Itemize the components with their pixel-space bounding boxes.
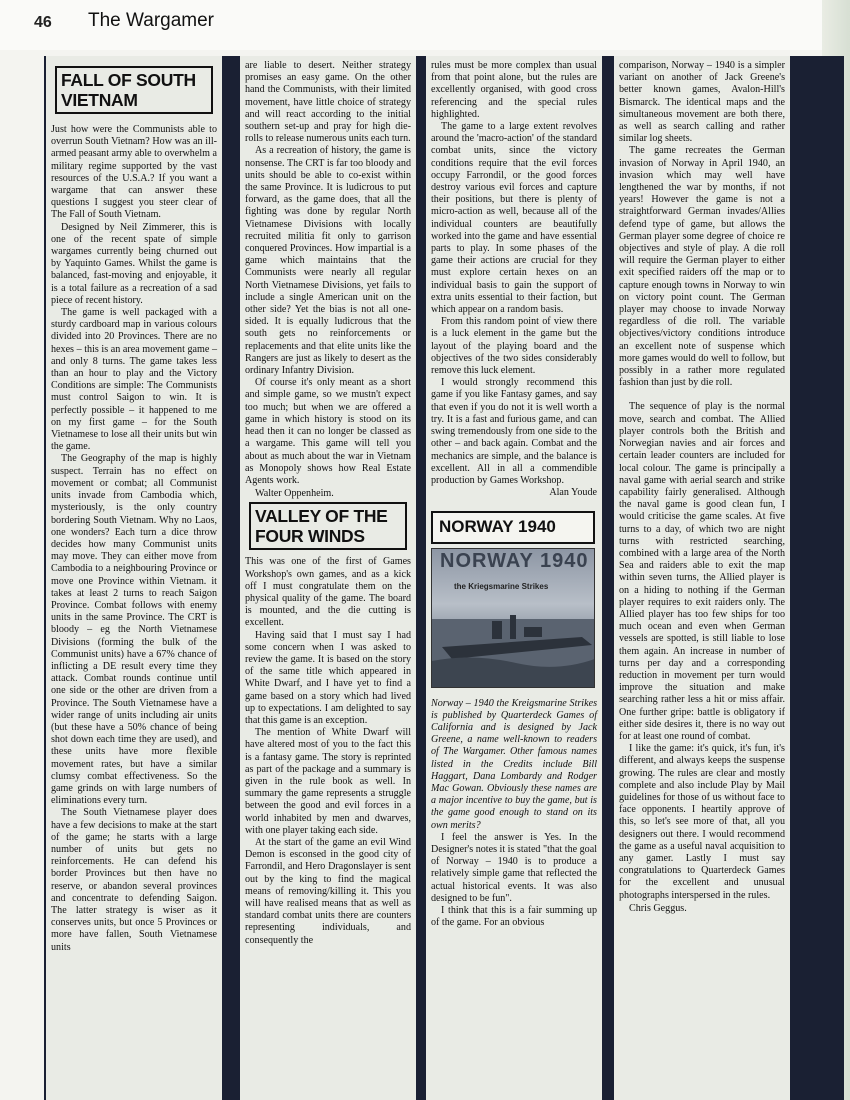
fall-of-south-vietnam-title: FALL OF SOUTH VIETNAM bbox=[55, 66, 213, 114]
section-gap bbox=[619, 389, 785, 401]
paragraph: As a recreation of history, the game is nonsense. The CRT is far too bloody and units should be able to co-exist within the same Province. It is ludicrous to put forward, as the game does, that all the fighting was done by regular North Vietnamese Divisions with locally recruited militia fit only to garrison conquered Provinces. How impartial is a game which maintains that the Communists were nearly all regular North Vietnamese Divisions, yet fails to include a single American unit on the other side? Yet the bias is not all one-sided. It is equally ludicrous that the south gets no reinforcements or replacements and that elite units like the Rangers are just as likely to desert as the ordinary Infantry Division. bbox=[245, 145, 411, 377]
paragraph: At the start of the game an evil Wind Demon is esconsed in the good city of Farrondil, and Hero Dragonslayer is sent out by the king to find the magical means of removing/killing it. This you will have realised means that as well as standard combat units there are counters representing individuals, and consequently the bbox=[245, 836, 411, 946]
paragraph: Having said that I must say I had some concern when I was asked to review the game. It is based on the story of the same title which appeared in White Dwarf, and I have yet to find a game based on a story which had lived up to expectations. I am delighted to say that this game is an exception. bbox=[245, 629, 411, 726]
paragraph: rules must be more complex than usual from that point alone, but the rules are excellently organised, with good cross referencing and the special rules highlighted. bbox=[431, 60, 597, 120]
paragraph: Of course it's only meant as a short and simple game, so we mustn't expect too much; but when we are offered a game in which history is stood on its head then it can no longer be classed as a wargame. This game will tell you about as much about the war in Vietnam as Monopoly shows how Real Estate Agents work. bbox=[245, 377, 411, 486]
paragraph: I would strongly recommend this game if you like Fantasy games, and say that even if you do not it is well worth a try. It is a fast and furious game, and can swing tremendously from one side to the other – and back again. Combat and the mechanics are simple, and the balance is excellent. All in all a commendible production by Games Workshop. bbox=[431, 377, 597, 486]
page-number: 46 bbox=[34, 14, 52, 31]
paragraph: This was one of the first of Games Workshop's own games, and as a kick off I must congratulate them on the physical quality of the game. The board is mounted, and the die cutting is excellent. bbox=[245, 556, 411, 629]
paragraph: Designed by Neil Zimmerer, this is one of the recent spate of simple wargames currently being churned out by Yaquinto Games. Whilst the game is balanced, fast-moving and enjoyable, it is a total failure as a recreation of a sad piece of recent history. bbox=[51, 221, 217, 306]
box-cover-image bbox=[431, 548, 595, 688]
valley-of-the-four-winds-title: VALLEY OF THE FOUR WINDS bbox=[249, 502, 407, 550]
paragraph: Just how were the Communists able to overrun South Vietnam? How was an ill-armed peasant army able to overwhelm a military regime supported by the vast resources of the U.S.A.? If you want a wargame that can answer these questions I suggest you steer clear of The Fall of South Vietnam. bbox=[51, 124, 217, 221]
paragraph: From this random point of view there is a luck element in the game but the layout of the playing board and the objectives of the two sides considerably remove this luck element. bbox=[431, 316, 597, 377]
norway-1940-title: NORWAY 1940 bbox=[431, 511, 595, 543]
paragraph: The mention of White Dwarf will have altered most of you to the fact this is a fantasy game. The story is reprinted as part of the package and a summary is given in the rule book as well. In summary the game represents a struggle between the good and evil forces in a world inhabited by men and dwarves, with one player taking each side. bbox=[245, 727, 411, 836]
running-title: The Wargamer bbox=[88, 10, 214, 31]
column-2 bbox=[240, 56, 416, 1100]
paragraph: Norway – 1940 the Kreigsmarine Strikes is published by Quarterdeck Games of California and is designed by Jack Greene, a name well-known to readers of The Wargamer. Other famous names listed in the Credits include Bill Haggart, Dana Lombardy and Rodger Mac Gowan. Obviously these names are a major incentive to buy the game, but is the game good enough to stand on its own merits? bbox=[431, 697, 597, 831]
column-4 bbox=[614, 56, 790, 1100]
paragraph: are liable to desert. Neither strategy promises an easy game. On the other hand the Communists, with their limited movement, have little choice of strategy and will react according to the initial southern set-up and pray for high die-rolls to release numerous units each turn. bbox=[245, 60, 411, 145]
cover-subtitle: the Kriegsmarine Strikes bbox=[454, 581, 549, 591]
paragraph: The South Vietnamese player does have a few decisions to make at the start of the game; he starts with a large number of units but gets no reinforcements. He can defend his border Provinces but then have no reserve, or abandon several provinces and concentrate to defending Saigon. The latter strategy is wiser as it conserves units, but once 5 Provinces or more have fallen, South Vietnamese units bbox=[51, 807, 217, 953]
column-1 bbox=[46, 56, 222, 1100]
paragraph: I think that this is a fair summing up of the game. For an obvious bbox=[431, 904, 597, 929]
review-signature: Alan Youde bbox=[549, 487, 597, 499]
cover-title: NORWAY 1940 bbox=[440, 549, 589, 572]
paragraph: The game recreates the German invasion of Norway in April 1940, an invasion which may well have lengthened the war by months, if not years! However the game is not a straightforward German invades/Allies defend type of game, but allows the German player some degree of choice re objectives and style of play. A die roll will require the German player to either exit specified raiders off the map or to capture enough towns in Norway to win on victory point count. The German player may choose to invade Norway regardless of die roll. The variable objectives/victory conditions introduce an excellent note of suspense which more games would do well to follow, but possibly in a rather more regulated fashion than just by die roll. bbox=[619, 145, 785, 389]
paragraph: The sequence of play is the normal move, search and combat. The Allied player controls both the British and Norwegian navies and air forces and certain leader counters are included for local colour. The game is principally a naval game with aerial search and strike capability fairly generalised. Although the naval game is good clean fun, I would criticise the game scales. At five turns to a day, of which two are night turns with restricted searching, combined with a large area of the North Sea and raiders able to exit the map within seven turns, the Allied player is on a hiding to nothing if the German player requires to exit raiders only. The Allied player has too few ships for too much ocean and even when German vessels are spotted, is still liable to lose them again. An increase in number of turns per day and a corresponding reduction in movement per turn would improve the situation and make searching rather less a hit or miss affair. One further gripe: battle is obligatory if either side desires it, there is no way out for at least one round of combat. bbox=[619, 401, 785, 742]
paragraph: comparison, Norway – 1940 is a simpler variant on another of Jack Greene's better known games, Avalon-Hill's Bismarck. The identical maps and the simultaneous movement are both there, as well as search calling and rather similar log sheets. bbox=[619, 60, 785, 145]
review-signature: Chris Geggus. bbox=[629, 902, 687, 914]
paragraph: The Geography of the map is highly suspect. Terrain has no effect on movement or combat; all Communist units invade from Cambodia which, mysteriously, is the only country bordering South Vietnam. Why no Laos, one wonders? Each turn a dice throw decides how many Communist units may move. They can either move from Cambodia to a neighbouring Province or move one Province within Vietnam. it takes at least 2 turns to reach Saigon Province. Combat follows with enemy units in the same Province. The CRT is bloody – eg the North Vietnamese Divisions (forming the bulk of the Communist units) have a 67% chance of inflicting a DE result every time they attack. Combat rounds continue until one side or the other are driven from a Province. The South Vietnamese have a wider range of units including air units (but these have a 50% chance of being shot down each time they are used), and these units have more flexible movement rates, but have a similar clumsy combat effectiveness. So the game grinds on with large numbers of eliminations every turn. bbox=[51, 453, 217, 807]
paragraph: The game to a large extent revolves around the 'macro-action' of the standard combat units, since the victory conditions require that the evil forces occupy Farrondil, or the good forces destroy various evil forces and capture their positions, but there is plenty of micro-action as well, because all of the individual counters are beautifully worked into the game and have essential parts to play. In some phases of the game their actions are crucial for they must explore certain hexes on an individual basis to gain the support of extra units essential to their faction, but which appear on a random basis. bbox=[431, 121, 597, 316]
column-3 bbox=[426, 56, 602, 1100]
paragraph: The game is well packaged with a sturdy cardboard map in various colours divided into 20 Provinces. There are no hexes – this is an area movement game – and only 8 turns. The game takes less than an hour to play and the Victory Conditions are simple: The Communists must control Saigon to win. It is perfectly possible – it happened to me on my first game – for the South Vietnamese to lose all their units but win the game. bbox=[51, 307, 217, 453]
paragraph: I like the game: it's quick, it's fun, it's different, and always keeps the suspense growing. The rules are clear and mostly complete and also include Play by Mail guidelines for those of us without face to face opponents. I heartily approve of this, so let's see more of that, all you designers out there. I would recommend the game as a useful naval acquisition to any gamer. Lastly I must say congratulations to Quarterdeck Games for the excellent and unusual photographs interspersed in the rules. bbox=[619, 743, 785, 901]
paragraph: I feel the answer is Yes. In the Designer's notes it is stated "that the goal of Norway – 1940 is to produce a relatively simple game that reflected the actual historical events. It was also designed to be fun". bbox=[431, 831, 598, 904]
norway-panel bbox=[431, 511, 595, 687]
page-header bbox=[0, 0, 850, 50]
review-signature: Walter Oppenheim. bbox=[255, 488, 334, 500]
